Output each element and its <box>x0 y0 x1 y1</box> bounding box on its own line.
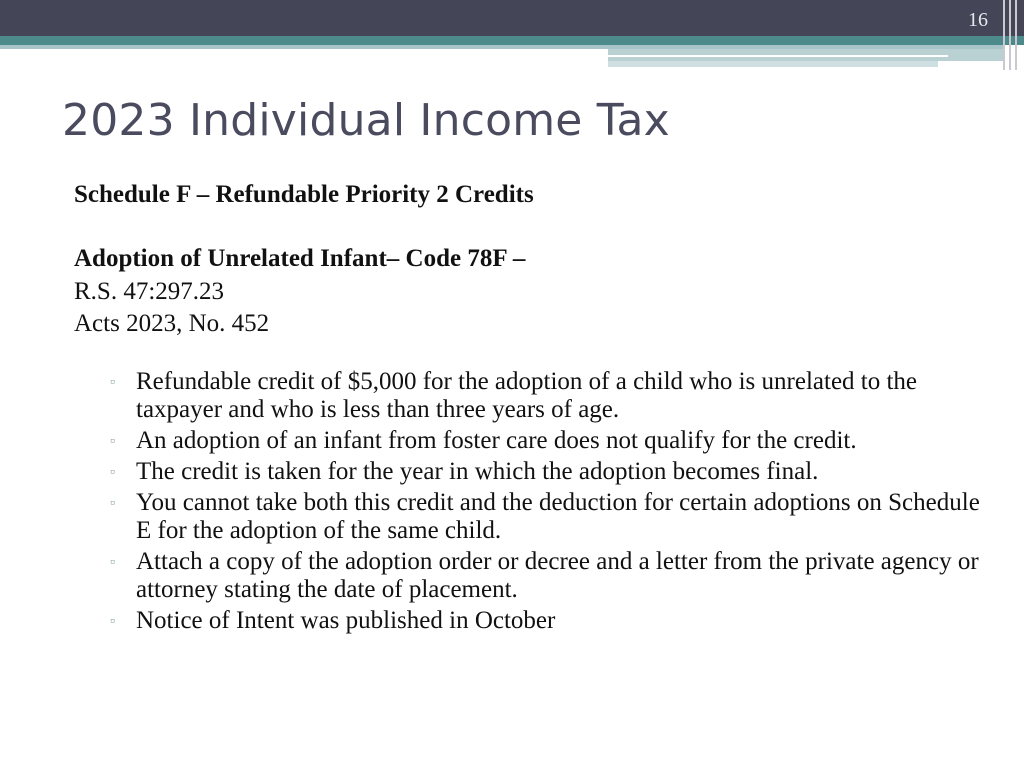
statute-reference: R.S. 47:297.23 <box>74 278 225 305</box>
credit-heading: Adoption of Unrelated Infant– Code 78F – <box>74 245 526 272</box>
bullet-text: The credit is taken for the year in which the adoption becomes final. <box>136 458 819 485</box>
list-item <box>104 548 984 604</box>
bullet-list <box>104 368 984 638</box>
header-band-light-lower <box>608 61 938 67</box>
slide-body <box>74 178 974 340</box>
header-vertical-line <box>1003 0 1005 70</box>
bullet-text: You cannot take both this credit and the deduction for certain adoptions on Schedule E for the adoption of the same child. <box>136 489 980 544</box>
list-item <box>104 427 984 455</box>
header-band-teal <box>0 36 1024 45</box>
bullet-icon: ▫ <box>110 496 115 511</box>
header-band-divider <box>608 55 948 57</box>
schedule-heading: Schedule F – Refundable Priority 2 Credits <box>74 181 534 208</box>
bullet-icon: ▫ <box>110 614 115 629</box>
bullet-text: Refundable credit of $5,000 for the adoption of a child who is unrelated to the taxpayer and who is less than three years of age. <box>136 368 918 423</box>
bullet-icon: ▫ <box>110 555 115 570</box>
slide-title: 2023 Individual Income Tax <box>62 95 670 146</box>
list-item <box>104 489 984 545</box>
bullet-icon: ▫ <box>110 465 115 480</box>
bullet-text: Notice of Intent was published in October <box>136 607 556 634</box>
header-band-dark <box>0 0 1024 36</box>
list-item <box>104 607 984 635</box>
bullet-icon: ▫ <box>110 375 115 390</box>
bullet-icon: ▫ <box>110 434 115 449</box>
bullet-text: Attach a copy of the adoption order or decree and a letter from the private agency or attorney stating the date of placement. <box>136 548 979 603</box>
list-item <box>104 368 984 424</box>
slide-number: 16 <box>968 9 988 31</box>
header-vertical-line <box>1015 0 1017 70</box>
act-reference: Acts 2023, No. 452 <box>74 310 270 337</box>
bullet-text: An adoption of an infant from foster care does not qualify for the credit. <box>136 427 857 454</box>
list-item <box>104 458 984 486</box>
header-vertical-line <box>1009 0 1011 70</box>
